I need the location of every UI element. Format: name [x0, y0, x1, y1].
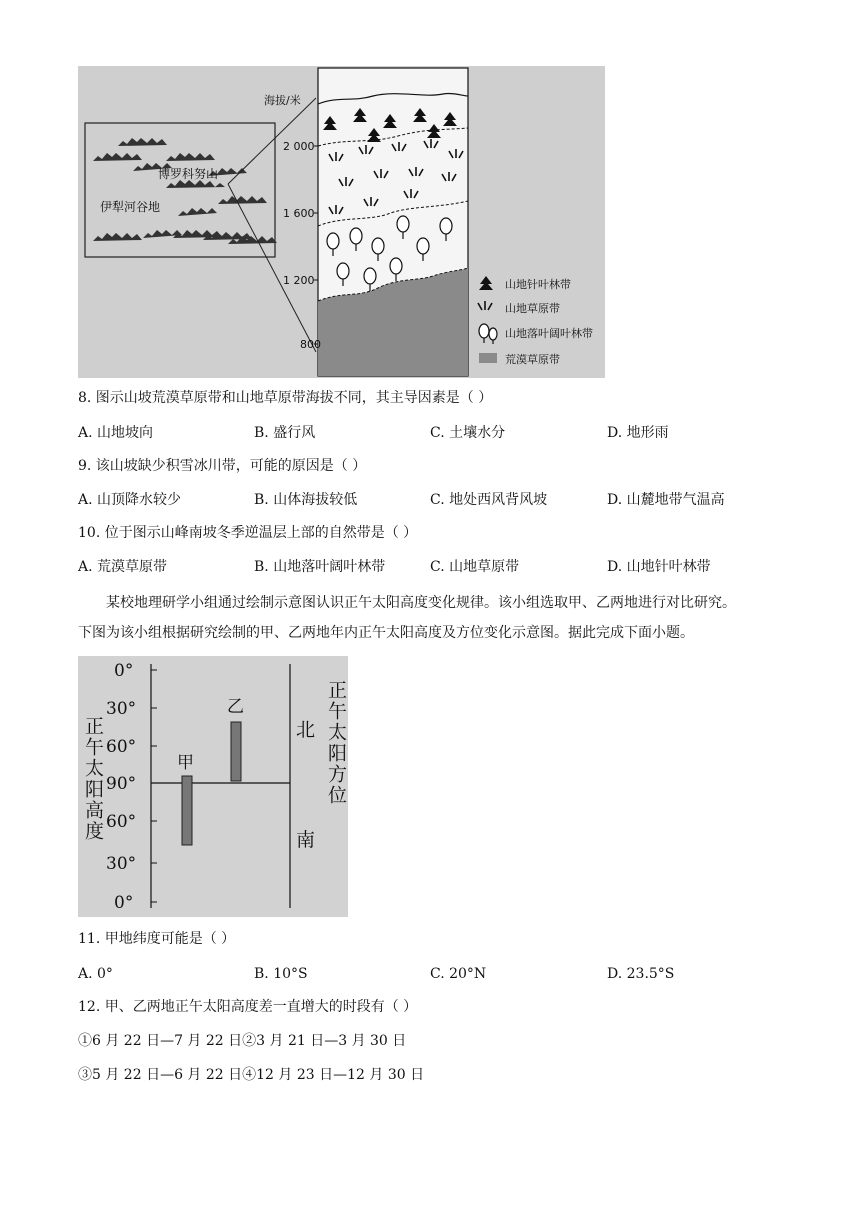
right-axis-label: 正午太阳方位	[325, 680, 347, 806]
left-axis-label: 正午太阳高度	[82, 716, 104, 842]
yi-label: 乙	[227, 697, 244, 717]
q8-option-b: B. 盛行风	[254, 425, 316, 441]
q8-option-c: C. 土壤水分	[430, 425, 506, 441]
question-8-stem: 8. 图示山坡荒漠草原带和山地草原带海拔不同，其主导因素是（ ）	[78, 390, 493, 406]
q10-option-b: B. 山地落叶阔叶林带	[254, 559, 386, 575]
q12-choices-line-1: ①6 月 22 日—7 月 22 日②3 月 21 日—3 月 30 日	[78, 1033, 407, 1049]
q10-option-a: A. 荒漠草原带	[78, 559, 168, 575]
tick-60-bottom: 60°	[106, 812, 137, 832]
passage-line-1: 某校地理研学小组通过绘制示意图认识正午太阳高度变化规律。该小组选取甲、乙两地进行对比研究。	[106, 595, 736, 611]
question-9-stem: 9. 该山坡缺少积雪冰川带，可能的原因是（ ）	[78, 458, 367, 474]
q9-option-c: C. 地处西风背风坡	[430, 492, 548, 508]
grass-legend-icon	[478, 301, 492, 310]
north-label: 北	[296, 719, 316, 741]
legend	[478, 276, 593, 366]
passage	[78, 588, 798, 648]
q10-option-c: C. 山地草原带	[430, 559, 520, 575]
jia-label: 甲	[177, 753, 194, 773]
q11-option-d: D. 23.5°S	[607, 966, 675, 982]
q8-option-a: A. 山地坡向	[78, 425, 154, 441]
south-label: 南	[296, 829, 316, 851]
q8-option-d: D. 地形雨	[607, 425, 669, 441]
legend-conifer: 山地针叶林带	[505, 278, 571, 291]
q9-option-b: B. 山体海拔较低	[254, 492, 358, 508]
yi-range-bar	[231, 722, 241, 781]
question-11-stem: 11. 甲地纬度可能是（ ）	[78, 931, 236, 947]
mountain-range-icons	[93, 138, 277, 244]
tick-60-top: 60°	[106, 737, 137, 757]
q10-option-d: D. 山地针叶林带	[607, 559, 711, 575]
tick-30-top: 30°	[106, 699, 137, 719]
passage-line-2: 下图为该小组根据研究绘制的甲、乙两地年内正午太阳高度及方位变化示意图。据此完成下面小题。	[78, 625, 694, 641]
jia-range-bar	[182, 776, 192, 845]
tick-1200: 1 200	[283, 274, 315, 287]
mountain-vegetation-figure	[78, 66, 605, 378]
legend-grassland: 山地草原带	[505, 302, 560, 315]
q11-option-b: B. 10°S	[254, 966, 308, 982]
broadleaf-legend-icon	[479, 324, 497, 344]
elevation-profile	[318, 68, 468, 376]
elevation-axis-label: 海拔/米	[264, 94, 301, 107]
legend-desert: 荒漠草原带	[505, 353, 560, 366]
question-12-stem: 12. 甲、乙两地正午太阳高度差一直增大的时段有（ ）	[78, 999, 418, 1015]
tick-2000: 2 000	[283, 140, 315, 153]
q12-choices-line-2: ③5 月 22 日—6 月 22 日④12 月 23 日—12 月 30 日	[78, 1067, 425, 1083]
question-10-stem: 10. 位于图示山峰南坡冬季逆温层上部的自然带是（ ）	[78, 525, 418, 541]
legend-broadleaf: 山地落叶阔叶林带	[505, 327, 593, 340]
tick-0-top: 0°	[114, 661, 134, 681]
tick-800: 800	[300, 338, 321, 351]
q11-option-c: C. 20°N	[430, 966, 487, 982]
tick-0-bottom: 0°	[114, 893, 134, 913]
conifer-legend-icon	[479, 276, 493, 290]
tick-90: 90°	[106, 774, 137, 794]
q11-option-a: A. 0°	[78, 966, 113, 982]
q9-option-a: A. 山顶降水较少	[78, 492, 182, 508]
tick-1600: 1 600	[283, 207, 315, 220]
noon-sun-altitude-figure	[78, 656, 348, 917]
q9-option-d: D. 山麓地带气温高	[607, 492, 725, 508]
valley-label: 伊犁河谷地	[100, 200, 161, 214]
tick-30-bottom: 30°	[106, 854, 137, 874]
mountain-label: 博罗科努山	[158, 167, 219, 181]
desert-legend-swatch	[479, 353, 497, 363]
